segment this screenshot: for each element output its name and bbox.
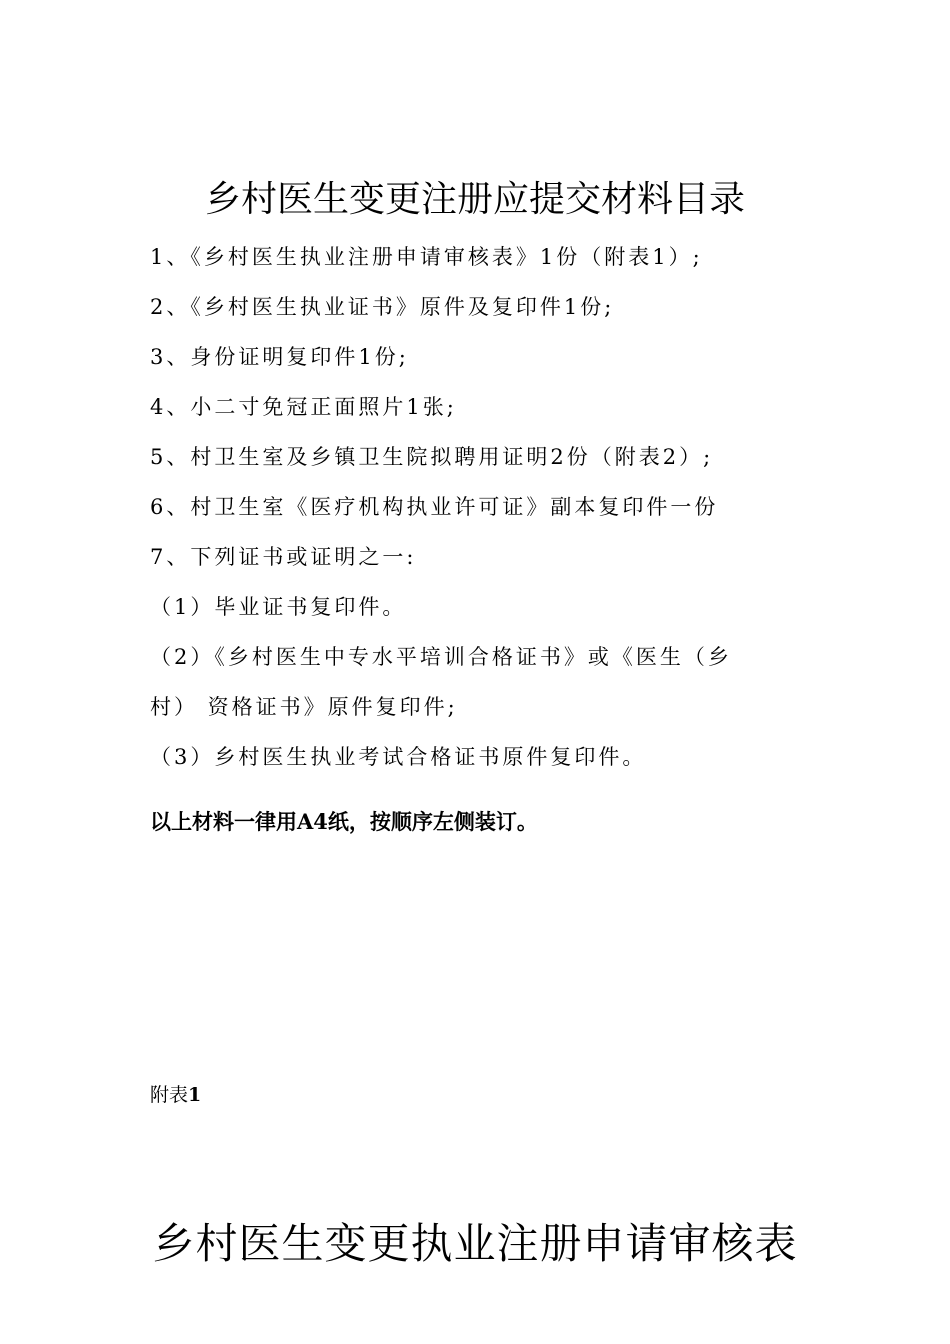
appendix-label bbox=[150, 1080, 201, 1110]
page-title: 乡村医生变更注册应提交材料目录 bbox=[204, 179, 745, 220]
binding-note: 以上材料一律用A4纸，按顺序左侧装订。 bbox=[150, 809, 538, 834]
list-item: 2、《乡村医生执业证书》原件及复印件1份; bbox=[150, 295, 615, 319]
appendix-label-text: 附表 bbox=[150, 1084, 189, 1106]
form-title: 乡村医生变更执业注册申请审核表 bbox=[152, 1219, 798, 1268]
list-item: 3、身份证明复印件1份; bbox=[150, 345, 409, 369]
list-item: 5、村卫生室及乡镇卫生院拟聘用证明2份（附表2）; bbox=[150, 445, 714, 469]
materials-list bbox=[150, 232, 830, 782]
list-item: （3）乡村医生执业考试合格证书原件复印件。 bbox=[150, 745, 647, 769]
appendix-number: 1 bbox=[188, 1084, 202, 1106]
list-item: 4、小二寸免冠正面照片1张; bbox=[150, 395, 457, 419]
list-item: 6、村卫生室《医疗机构执业许可证》副本复印件一份 bbox=[150, 495, 719, 519]
list-item: （1）毕业证书复印件。 bbox=[150, 595, 407, 619]
list-item: 村） 资格证书》原件复印件; bbox=[150, 695, 458, 719]
list-item: （2）《乡村医生中专水平培训合格证书》或《医生（乡 bbox=[150, 645, 732, 669]
list-item: 1、《乡村医生执业注册申请审核表》1份（附表1）; bbox=[150, 245, 703, 269]
list-item: 7、下列证书或证明之一: bbox=[150, 545, 417, 569]
